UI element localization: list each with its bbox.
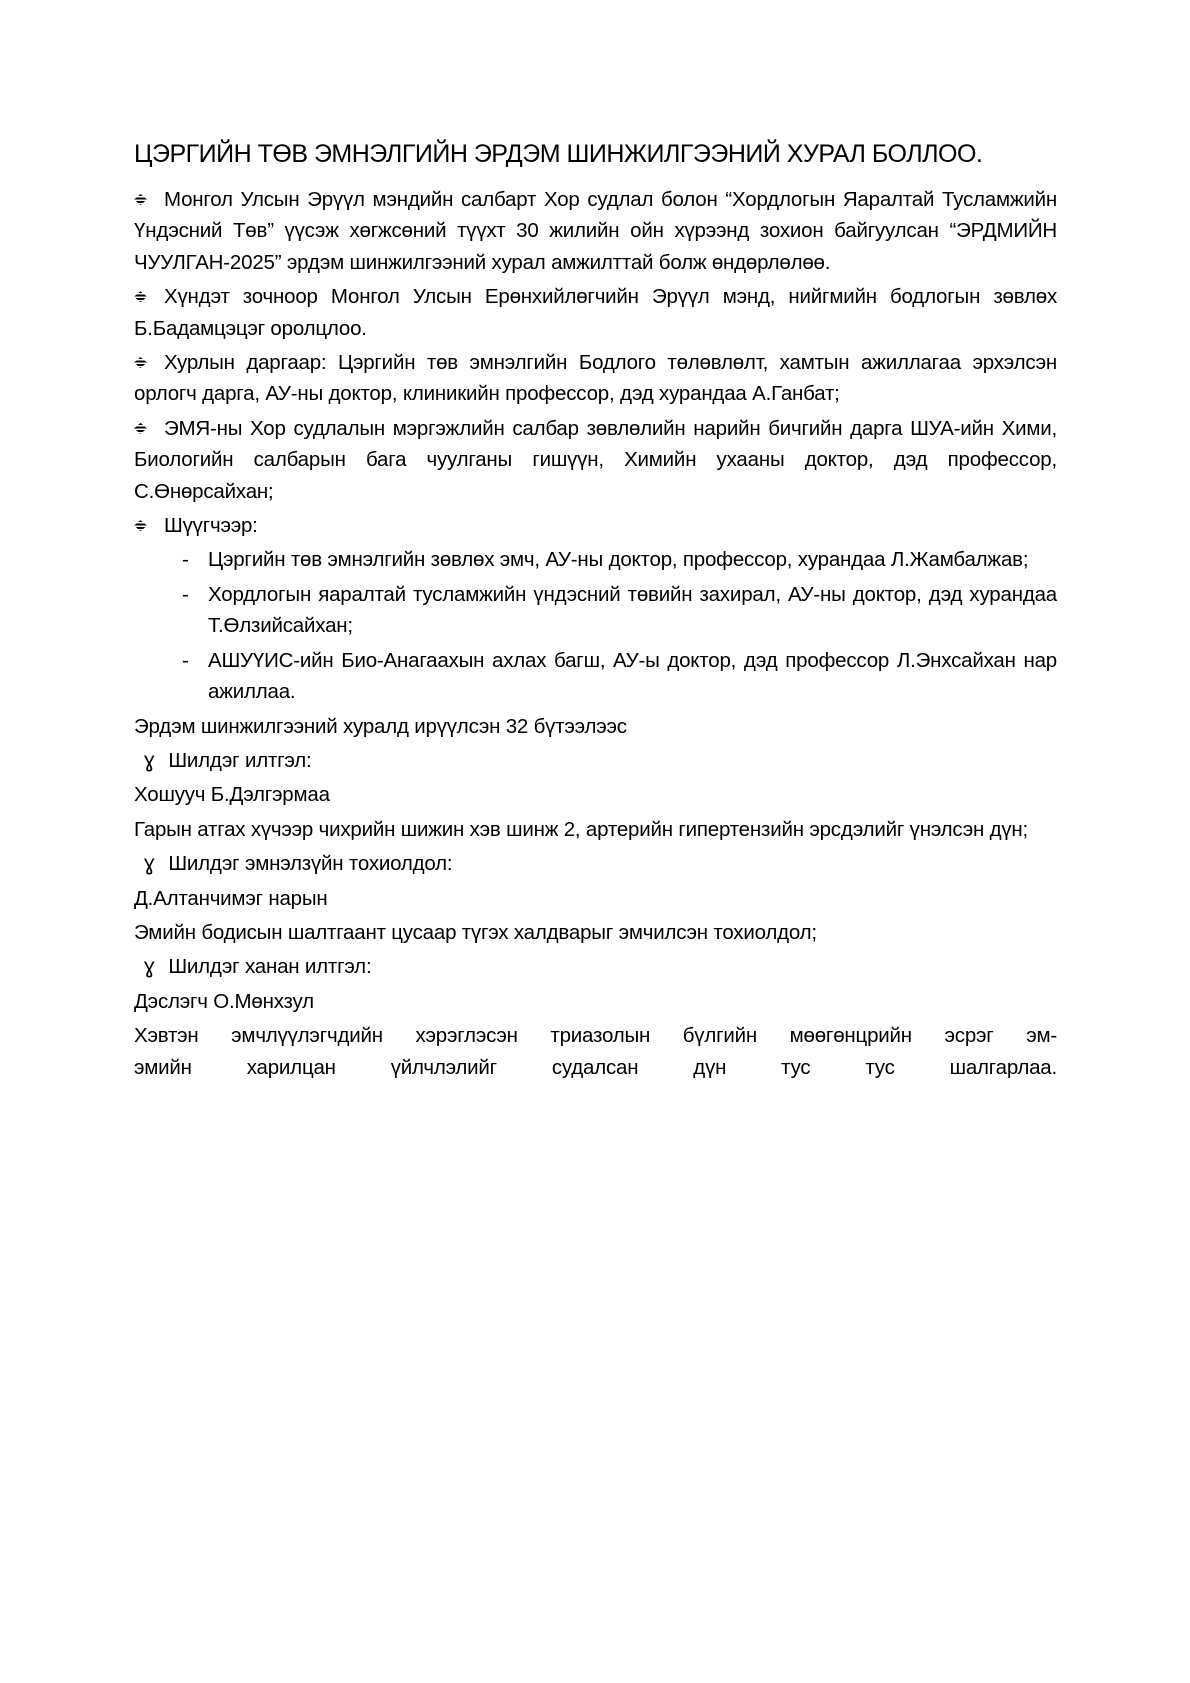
list-item <box>134 544 1057 575</box>
award-heading-best-clinical-case <box>134 848 1057 879</box>
bullet-paragraph-intro <box>134 184 1057 278</box>
list-item-text: Хордлогын яаралтай тусламжийн үндэсний төвийн захирал, АУ-ны доктор, дэд хурандаа Т.Өлзийсайхан; <box>208 582 1057 638</box>
list-item <box>134 579 1057 642</box>
dash-bullet: - <box>182 582 189 606</box>
award-winner: Дэслэгч О.Мөнхзул <box>134 989 314 1013</box>
dash-bullet: - <box>182 648 189 672</box>
striped-diamond-bullet-icon <box>134 291 147 302</box>
striped-diamond-bullet-icon <box>134 520 147 531</box>
bullet-paragraph-chairman <box>134 347 1057 410</box>
award-work: Эмийн бодисын шалтгаант цусаар түгэх халдварыг эмчилсэн тохиолдол; <box>134 920 817 944</box>
final-paragraph-line: эмийн харилцан үйлчлэлийг судалсан дүн тус тус шалгарлаа. <box>134 1055 1057 1079</box>
final-paragraph-line: Хэвтэн эмчлүүлэгчдийн хэрэглэсэн триазолын бүлгийн мөөгөнцрийн эсрэг эм- <box>134 1024 1057 1048</box>
paragraph-text: Хүндэт зочноор Монгол Улсын Ерөнхийлөгчийн Эрүүл мэнд, нийгмийн бодлогын зөвлөх Б.Бадамцэцэг оролцлоо. <box>134 285 1057 340</box>
striped-diamond-bullet-icon <box>134 194 147 205</box>
award-work: Гарын атгах хүчээр чихрийн шижин хэв шинж 2, артерийн гипертензийн эрсдэлийг үнэлсэн дүн; <box>134 817 1028 841</box>
award-work-final-paragraph <box>134 1020 1057 1083</box>
paragraph-text: Шүүгчээр: <box>164 514 258 538</box>
award-heading-best-report <box>134 745 1057 776</box>
award-heading-text: Шилдэг илтгэл: <box>168 748 312 772</box>
dash-bullet: - <box>182 548 189 572</box>
submissions-line: Эрдэм шинжилгээний хуралд ирүүлсэн 32 бүтээлээс <box>134 714 627 738</box>
bullet-paragraph-judges-heading <box>134 510 1057 541</box>
ribbon-marker-icon: ɣ <box>143 954 156 979</box>
award-winner: Д.Алтанчимэг нарын <box>134 886 328 910</box>
striped-diamond-bullet-icon <box>134 357 147 368</box>
list-item <box>134 645 1057 708</box>
award-heading-text: Шилдэг ханан илтгэл: <box>168 955 372 979</box>
award-winner: Хошууч Б.Дэлгэрмаа <box>134 783 330 807</box>
list-item-text: Цэргийн төв эмнэлгийн зөвлөх эмч, АУ-ны доктор, профессор, хурандаа Л.Жамбалжав; <box>208 548 1029 572</box>
bullet-paragraph-guest <box>134 281 1057 344</box>
list-item-text: АШУҮИС-ийн Био-Анагаахын ахлах багш, АУ-ы доктор, дэд профессор Л.Энхсайхан нар ажиллаа. <box>208 648 1057 704</box>
paragraph-text: Монгол Улсын Эрүүл мэндийн салбарт Хор судлал болон “Хордлогын Яаралтай Тусламжийн Үндэсний Төв” үүсэж хөгжсөний түүхт 30 жилийн ойн хүрээнд зохион байгуулсан “ЭРДМИЙН ЧУУЛГАН-2025” эрдэм шинжилгээний хурал амжилттай болж өндөрлөлөө. <box>134 188 1057 274</box>
document-title: ЦЭРГИЙН ТӨВ ЭМНЭЛГИЙН ЭРДЭМ ШИНЖИЛГЭЭНИЙ ХУРАЛ БОЛЛОО. <box>134 140 983 168</box>
paragraph-text: ЭМЯ-ны Хор судлалын мэргэжлийн салбар зөвлөлийн нарийн бичгийн дарга ШУА-ийн Хими, Биологийн салбарын бага чуулганы гишүүн, Химийн ухааны доктор, дэд профессор, С.Өнөрсайхан; <box>134 416 1057 503</box>
judges-list <box>134 544 1057 707</box>
paragraph-text: Хурлын даргаар: Цэргийн төв эмнэлгийн Бодлого төлөвлөлт, хамтын ажиллагаа эрхэлсэн орлогч дарга, АУ-ны доктор, клиникийн профессор, дэд хурандаа А.Ганбат; <box>134 351 1057 406</box>
ribbon-marker-icon: ɣ <box>143 851 156 876</box>
document-content <box>134 138 1057 1086</box>
striped-diamond-bullet-icon <box>134 423 147 434</box>
award-heading-text: Шилдэг эмнэлзүйн тохиолдол: <box>168 852 453 876</box>
bullet-paragraph-secretary <box>134 413 1057 507</box>
ribbon-marker-icon: ɣ <box>143 747 156 772</box>
award-heading-best-poster <box>134 951 1057 982</box>
